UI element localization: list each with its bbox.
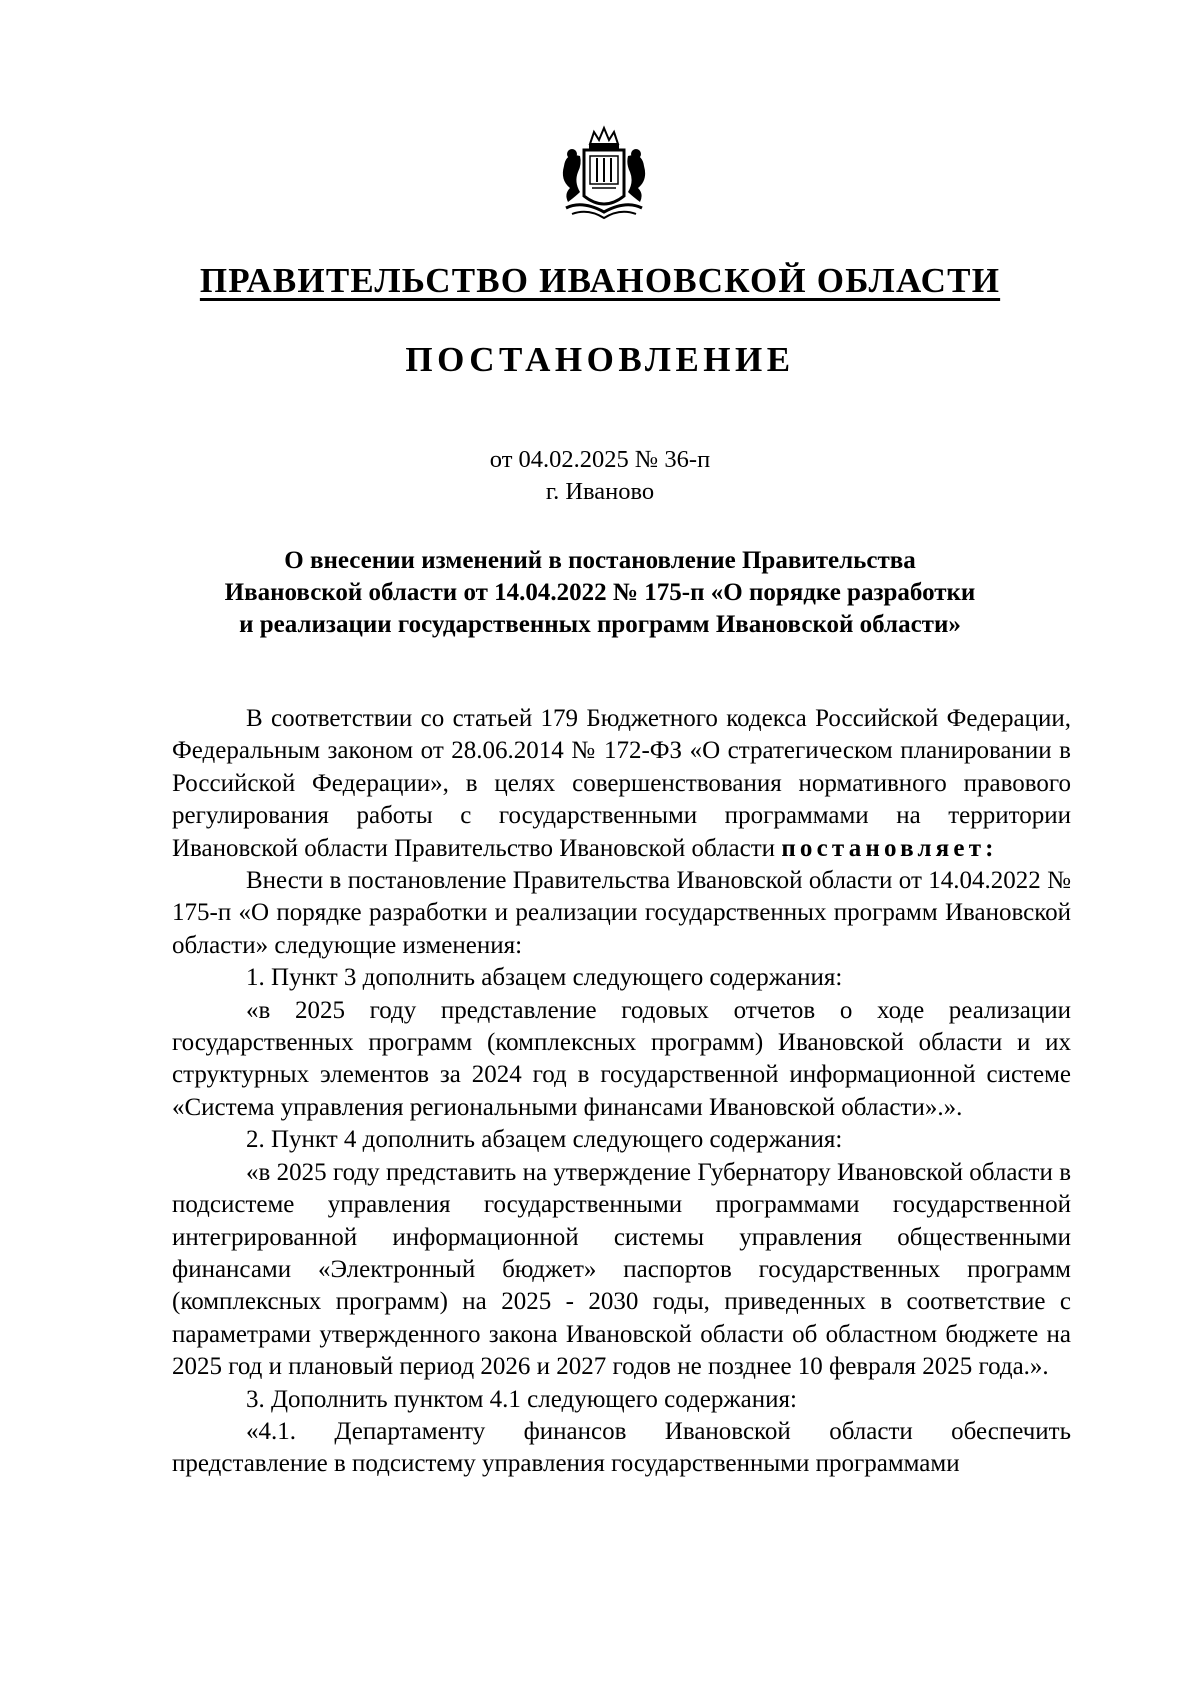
body-paragraph: «4.1. Департаменту финансов Ивановской области обеспечить представление в подсистему управления государственными программами <box>172 1417 1071 1478</box>
body-paragraph: 2. Пункт 4 дополнить абзацем следующего содержания: <box>246 1126 843 1154</box>
body-paragraph: Внести в постановление Правительства Ивановской области от 14.04.2022 № 175-п «О порядке разработки и реализации государственных программ Ивановской области» следующие изменения: <box>172 867 1071 959</box>
body-paragraph: «в 2025 году представление годовых отчетов о ходе реализации государственных программ (комплексных программ) Ивановской области и их структурных элементов за 2024 год в государственной информационной системе «Система управления региональными финансами Ивановской области».». <box>172 996 1071 1121</box>
document-city: г. Иваново <box>545 478 655 505</box>
document-title <box>150 545 1050 641</box>
document-date-number: от 04.02.2025 № 36-п <box>489 446 711 473</box>
document-type: ПОСТАНОВЛЕНИЕ <box>405 340 795 379</box>
coat-of-arms-icon <box>552 122 656 226</box>
title-line: О внесении изменений в постановление Правительства <box>284 547 916 574</box>
preamble-paragraph <box>172 703 1071 865</box>
body-paragraph: 1. Пункт 3 дополнить абзацем следующего содержания: <box>246 964 843 992</box>
decree-keyword: постановляет: <box>781 834 998 862</box>
title-line: Ивановской области от 14.04.2022 № 175-п «О порядке разработки <box>224 579 976 606</box>
body-paragraph: «в 2025 году представить на утверждение Губернатору Ивановской области в подсистеме управления государственными программами государственной интегрированной информационной системы управления общественными финансами «Электронный бюджет» паспортов государственных программ (комплексных программ) на 2025 - 2030 годы, приведенных в соответствие с параметрами утвержденного закона Ивановской области об областном бюджете на 2025 год и плановый период 2026 и 2027 годов не позднее 10 февраля 2025 года.». <box>172 1158 1071 1381</box>
organization-name: ПРАВИТЕЛЬСТВО ИВАНОВСКОЙ ОБЛАСТИ <box>199 261 1001 300</box>
document-body <box>172 703 1071 1481</box>
preamble-text: В соответствии со статьей 179 Бюджетного кодекса Российской Федерации, Федеральным законом от 28.06.2014 № 172-ФЗ «О стратегическом планировании в Российской Федерации», в целях совершенствования нормативного правового регулирования работы с государственными программами на территории Ивановской области Правительство Ивановской области <box>172 705 1071 862</box>
body-paragraph: 3. Дополнить пунктом 4.1 следующего содержания: <box>246 1385 797 1413</box>
title-line: и реализации государственных программ Ивановской области» <box>239 611 961 638</box>
